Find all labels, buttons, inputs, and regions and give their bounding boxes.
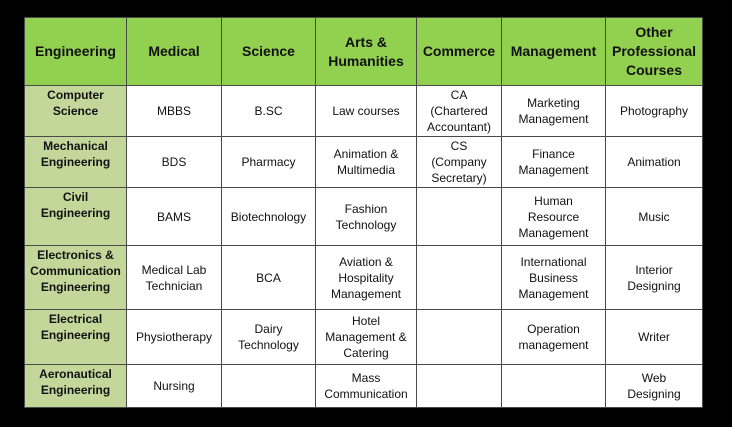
table-cell-management: Marketing Management (502, 86, 606, 137)
table-cell-commerce (417, 246, 502, 310)
table-row (25, 246, 703, 310)
table-cell-science: Dairy Technology (222, 310, 316, 365)
table-cell-engineering: Electrical Engineering (25, 310, 127, 365)
table-cell-other: Writer (606, 310, 703, 365)
header-row (25, 18, 703, 86)
table-cell-other: Animation (606, 137, 703, 188)
table-cell-commerce: CS (Company Secretary) (417, 137, 502, 188)
table-cell-commerce: CA (Chartered Accountant) (417, 86, 502, 137)
table-cell-medical: Physiotherapy (127, 310, 222, 365)
table-cell-medical: BAMS (127, 188, 222, 246)
table-cell-arts: Animation & Multimedia (316, 137, 417, 188)
header-other-professional-courses: Other Professional Courses (606, 18, 703, 86)
table-cell-management: Finance Management (502, 137, 606, 188)
table-cell-arts: Fashion Technology (316, 188, 417, 246)
table-cell-other: Interior Designing (606, 246, 703, 310)
table-cell-engineering: Civil Engineering (25, 188, 127, 246)
table-cell-science: BCA (222, 246, 316, 310)
table-cell-arts: Aviation & Hospitality Management (316, 246, 417, 310)
table-cell-other: Photography (606, 86, 703, 137)
table-cell-engineering: Electronics & Communication Engineering (25, 246, 127, 310)
table-cell-commerce (417, 188, 502, 246)
table-cell-management: Operation management (502, 310, 606, 365)
header-engineering: Engineering (25, 18, 127, 86)
header-medical: Medical (127, 18, 222, 86)
header-management: Management (502, 18, 606, 86)
courses-table (24, 17, 703, 408)
header-arts-humanities: Arts & Humanities (316, 18, 417, 86)
table-row (25, 86, 703, 137)
table-row (25, 137, 703, 188)
table-cell-engineering: Computer Science (25, 86, 127, 137)
table-cell-management (502, 365, 606, 408)
table-cell-medical: BDS (127, 137, 222, 188)
table-cell-other: Web Designing (606, 365, 703, 408)
table-cell-science: Biotechnology (222, 188, 316, 246)
table-cell-arts: Mass Communication (316, 365, 417, 408)
table-cell-arts: Hotel Management & Catering (316, 310, 417, 365)
table-cell-arts: Law courses (316, 86, 417, 137)
table-cell-other: Music (606, 188, 703, 246)
table-cell-engineering: Aeronautical Engineering (25, 365, 127, 408)
table-cell-management: Human Resource Management (502, 188, 606, 246)
table-cell-medical: MBBS (127, 86, 222, 137)
table-cell-medical: Nursing (127, 365, 222, 408)
table-cell-science: Pharmacy (222, 137, 316, 188)
table-cell-management: International Business Management (502, 246, 606, 310)
table-cell-science (222, 365, 316, 408)
table-cell-commerce (417, 310, 502, 365)
table-cell-commerce (417, 365, 502, 408)
table-cell-medical: Medical Lab Technician (127, 246, 222, 310)
table-row (25, 365, 703, 408)
table-cell-science: B.SC (222, 86, 316, 137)
table-row (25, 310, 703, 365)
header-commerce: Commerce (417, 18, 502, 86)
header-science: Science (222, 18, 316, 86)
table-cell-engineering: Mechanical Engineering (25, 137, 127, 188)
table-row (25, 188, 703, 246)
